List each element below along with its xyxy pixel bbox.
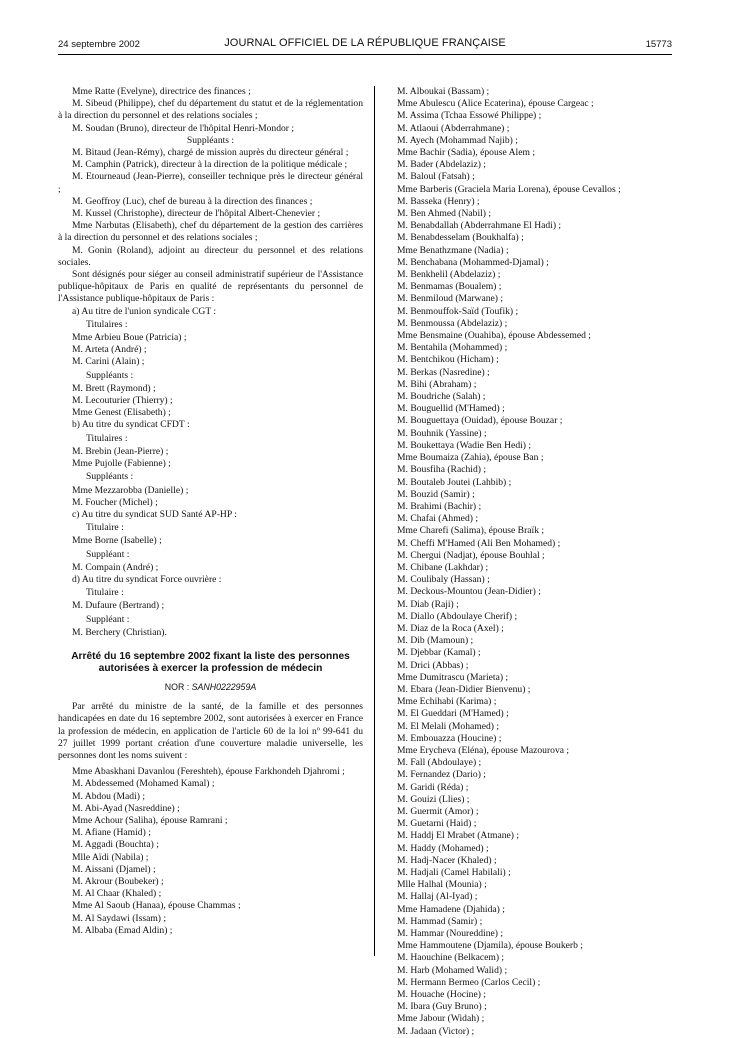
- name-list-item: M. Atlaoui (Abderrahmane) ;: [397, 122, 510, 134]
- name-list-item: Mlle Aïdi (Nabila) ;: [72, 851, 149, 863]
- name-list-item: M. Baloul (Fatsah) ;: [397, 171, 475, 183]
- name-list-item: M. Aggadi (Bouchta) ;: [72, 839, 159, 851]
- text-paragraph: M. Compain (André) ;: [72, 561, 159, 573]
- text-paragraph: M. Foucher (Michel) ;: [72, 496, 158, 508]
- name-list-item: Mme Boumaiza (Zahia), épouse Ban ;: [397, 452, 544, 464]
- name-list-item: M. Abi-Ayad (Nasreddine) ;: [72, 802, 180, 814]
- name-list-item: Mme Al Saoub (Hanaa), épouse Chammas ;: [72, 900, 241, 912]
- authorized-names-list-right: [383, 86, 683, 1038]
- name-list-item: Mme Bachir (Sadia), épouse Alem ;: [397, 147, 536, 159]
- text-paragraph: a) Au titre de l'union syndicale CGT :: [72, 305, 217, 317]
- name-list-item: M. Ben Ahmed (Nabil) ;: [397, 208, 492, 220]
- name-list-item: M. Benmiloud (Marwane) ;: [397, 293, 504, 305]
- name-list-item: M. Ayech (Mohammad Najib) ;: [397, 134, 518, 146]
- subheading: Titulaire :: [86, 522, 124, 534]
- name-list-item: M. Chergui (Nadjat), épouse Bouhlal ;: [397, 549, 545, 561]
- name-list-item: Mme Hamadene (Djahida) ;: [397, 903, 505, 915]
- name-list-item: M. Haddy (Mohamed) ;: [397, 842, 489, 854]
- name-list-item: M. Houache (Hocine) ;: [397, 989, 486, 1001]
- text-paragraph: Mme Mezzarobba (Danielle) ;: [72, 484, 189, 496]
- text-paragraph: d) Au titre du syndicat Force ouvrière :: [72, 573, 222, 585]
- name-list-item: M. Diab (Raji) ;: [397, 598, 459, 610]
- subheading: Titulaires :: [86, 432, 128, 444]
- text-paragraph: M. Camphin (Patrick), directeur à la direction de la politique médicale ;: [72, 159, 348, 171]
- name-list-item: Mme Erycheva (Eléna), épouse Mazourova ;: [397, 744, 570, 756]
- name-list-item: M. Deckous-Mountou (Jean-Didier) ;: [397, 586, 541, 598]
- subheading: Suppléants :: [186, 134, 235, 146]
- text-paragraph: c) Au titre du syndicat SUD Santé AP-HP :: [72, 508, 237, 520]
- name-list-item: M. Gouizi (Llies) ;: [397, 793, 470, 805]
- subheading: Suppléant :: [86, 613, 130, 625]
- issue-date: 24 septembre 2002: [58, 39, 140, 50]
- name-list-item: M. Guetarni (Haid) ;: [397, 818, 477, 830]
- name-list-item: M. Benmamas (Boualem) ;: [397, 281, 502, 293]
- name-list-item: M. Bihi (Abraham) ;: [397, 378, 477, 390]
- name-list-item: M. Dib (Mamoun) ;: [397, 635, 474, 647]
- name-list-item: M. Boukettaya (Wadie Ben Hedi) ;: [397, 439, 532, 451]
- name-list-item: M. Albaba (Emad Aldin) ;: [72, 924, 173, 936]
- name-list-item: Mme Bensmaine (Ouahiba), épouse Abdessemed ;: [397, 330, 591, 342]
- name-list-item: M. Benchabana (Mohammed-Djamal) ;: [397, 256, 549, 268]
- text-paragraph: M. Kussel (Christophe), directeur de l'hôpital Albert-Chenevier ;: [72, 208, 321, 220]
- name-list-item: M. Assima (Tchaa Essowé Philippe) ;: [397, 110, 542, 122]
- page-header: [58, 36, 672, 55]
- text-paragraph: M. Brebin (Jean-Pierre) ;: [72, 445, 169, 457]
- name-list-item: M. Berkas (Nasredine) ;: [397, 366, 490, 378]
- name-list-item: M. Benabdallah (Abderrahmane El Hadi) ;: [397, 220, 562, 232]
- text-paragraph: Mme Borne (Isabelle) ;: [72, 535, 162, 547]
- page-number: 15773: [645, 39, 672, 50]
- name-list-item: M. Jadaan (Victor) ;: [397, 1025, 475, 1037]
- journal-title: JOURNAL OFFICIEL DE LA RÉPUBLIQUE FRANÇAISE: [224, 37, 506, 49]
- text-paragraph: M. Brett (Raymond) ;: [72, 382, 156, 394]
- name-list-item: M. Chibane (Lakhdar) ;: [397, 561, 489, 573]
- name-list-item: M. Bouzid (Samir) ;: [397, 488, 475, 500]
- text-paragraph: M. Sibeud (Philippe), chef du département du statut et de la réglementation à la direction du personnel et des relations sociales ;: [58, 98, 363, 122]
- subheading: Suppléants :: [86, 369, 134, 381]
- authorized-names-list-left: [58, 766, 363, 937]
- text-paragraph: M. Gonin (Roland), adjoint au directeur du personnel et des relations sociales.: [58, 244, 363, 268]
- text-paragraph: M. Carini (Alain) ;: [72, 356, 145, 368]
- name-list-item: M. Benmouffok-Saïd (Toufik) ;: [397, 305, 519, 317]
- name-list-item: M. Bousfiha (Rachid) ;: [397, 464, 486, 476]
- right-column: [383, 86, 683, 1038]
- name-list-item: Mme Dumitrascu (Marieta) ;: [397, 671, 509, 683]
- name-list-item: M. Bouguellid (M'Hamed) ;: [397, 403, 505, 415]
- name-list-item: M. Basseka (Henry) ;: [397, 195, 480, 207]
- nor-code: SANH0222959A: [191, 681, 257, 692]
- name-list-item: M. Bouhnik (Yassine) ;: [397, 427, 487, 439]
- name-list-item: M. Bader (Abdelaziz) ;: [397, 159, 486, 171]
- name-list-item: M. Boudriche (Salah) ;: [397, 391, 486, 403]
- name-list-item: M. Fernandez (Dario) ;: [397, 769, 486, 781]
- name-list-item: Mme Charefi (Salima), épouse Braïk ;: [397, 525, 545, 537]
- name-list-item: M. Embouazza (Houcine) ;: [397, 732, 502, 744]
- subheading: Titulaires :: [86, 318, 128, 330]
- nor-reference: [58, 681, 363, 693]
- name-list-item: Mme Hammoutene (Djamila), épouse Boukerb ;: [397, 940, 583, 952]
- text-paragraph: M. Soudan (Bruno), directeur de l'hôpital Henri-Mondor ;: [72, 122, 295, 134]
- name-list-item: M. Brahimi (Bachir) ;: [397, 500, 482, 512]
- name-list-item: M. El Melali (Mohamed) ;: [397, 720, 500, 732]
- name-list-item: M. Aissani (Djamel) ;: [72, 863, 156, 875]
- name-list-item: M. Djebbar (Kamal) ;: [397, 647, 481, 659]
- text-paragraph: Mme Ratte (Evelyne), directrice des finances ;: [72, 86, 251, 97]
- left-column: [58, 86, 363, 937]
- subheading: Suppléants :: [86, 471, 134, 483]
- name-list-item: M. Alboukai (Bassam) ;: [397, 86, 490, 97]
- name-list-item: M. Diaz de la Roca (Axel) ;: [397, 622, 504, 634]
- name-list-item: M. Fall (Abdoulaye) ;: [397, 757, 482, 769]
- text-paragraph: M. Bitaud (Jean-Rémy), chargé de mission auprès du directeur général ;: [72, 147, 349, 159]
- name-list-item: Mme Jabour (Widah) ;: [397, 1013, 485, 1025]
- name-list-item: M. Guermit (Amor) ;: [397, 805, 479, 817]
- name-list-item: M. Benabdesselam (Boukhalfa) ;: [397, 232, 524, 244]
- name-list-item: Mlle Halhal (Mounia) ;: [397, 879, 487, 891]
- text-paragraph: Mme Genest (Elisabeth) ;: [72, 407, 171, 419]
- name-list-item: M. Bouguettaya (Ouidad), épouse Bouzar ;: [397, 415, 563, 427]
- name-list-item: M. Haddj El Mrabet (Atmane) ;: [397, 830, 520, 842]
- name-list-item: M. Garidi (Réda) ;: [397, 781, 469, 793]
- name-list-item: M. Ibara (Guy Bruno) ;: [397, 1001, 487, 1013]
- name-list-item: M. Hadjali (Camel Habilali) ;: [397, 867, 511, 878]
- name-list-item: M. Bentahila (Mohammed) ;: [397, 342, 508, 354]
- name-list-item: Mme Barberis (Graciela Maria Lorena), épouse Cevallos ;: [397, 183, 621, 195]
- name-list-item: M. Hadj-Nacer (Khaled) ;: [397, 854, 497, 866]
- name-list-item: Mme Abulescu (Alice Ecaterina), épouse Cargeac ;: [397, 98, 594, 110]
- name-list-item: M. Hammar (Noureddine) ;: [397, 928, 504, 940]
- text-paragraph: Sont désignés pour siéger au conseil administratif supérieur de l'Assistance publique-hôpitaux de Paris en qualité de représentants du personnel de l'Assistance publique-hôpitaux de Paris :: [58, 269, 363, 305]
- text-paragraph: M. Etourneaud (Jean-Pierre), conseiller technique près le directeur général ;: [58, 171, 363, 195]
- text-paragraph: M. Berchery (Christian).: [72, 626, 167, 638]
- name-list-item: M. Abdessemed (Mohamed Kamal) ;: [72, 778, 215, 790]
- column-divider: [374, 86, 375, 956]
- name-list-item: M. Drici (Abbas) ;: [397, 659, 469, 671]
- name-list-item: M. Hallaj (Al-Iyad) ;: [397, 891, 478, 903]
- name-list-item: M. Harb (Mohamed Walid) ;: [397, 964, 508, 976]
- decree-intro: Par arrêté du ministre de la santé, de la famille et des personnes handicapées en date du 16 septembre 2002, sont autorisées à exercer en France la profession de médecin, en application de l'article 60 de la loi nº 99-641 du 27 juillet 1999 portant création d'une couverture maladie universelle, les personnes dont les noms suivent :: [58, 701, 363, 761]
- name-list-item: Mme Benathzmane (Nadia) ;: [397, 244, 509, 256]
- name-list-item: M. Benmoussa (Abdelaziz) ;: [397, 317, 508, 329]
- name-list-item: M. Boutaleb Joutei (Lahbib) ;: [397, 476, 512, 488]
- subheading: Titulaire :: [86, 587, 124, 599]
- name-list-item: M. Ebara (Jean-Didier Bienvenu) ;: [397, 683, 531, 695]
- name-list-item: M. Al Saydawi (Issam) ;: [72, 912, 167, 924]
- name-list-item: M. Abdou (Madi) ;: [72, 790, 146, 802]
- text-paragraph: M. Dufaure (Bertrand) ;: [72, 600, 165, 612]
- name-list-item: M. Bentchikou (Hicham) ;: [397, 354, 499, 366]
- name-list-item: M. Chafai (Ahmed) ;: [397, 513, 478, 525]
- name-list-item: M. Diallo (Abdoulaye Cherif) ;: [397, 610, 518, 622]
- name-list-item: M. Afiane (Hamid) ;: [72, 827, 151, 839]
- text-paragraph: Mme Arbieu Boue (Patricia) ;: [72, 332, 187, 344]
- name-list-item: M. Akrour (Boubeker) ;: [72, 875, 164, 887]
- name-list-item: M. Haouchine (Belkacem) ;: [397, 952, 505, 964]
- nor-label: NOR :: [164, 681, 190, 692]
- name-list-item: Mme Abaskhani Davanlou (Fereshteh), épouse Farkhondeh Djahromi ;: [72, 766, 345, 778]
- decree-title: Arrêté du 16 septembre 2002 fixant la liste des personnes autorisées à exercer la profession de médecin: [71, 650, 350, 675]
- text-paragraph: M. Lecouturier (Thierry) ;: [72, 395, 173, 407]
- name-list-item: M. El Gueddari (M'Hamed) ;: [397, 708, 509, 720]
- text-paragraph: Mme Pujolle (Fabienne) ;: [72, 458, 171, 470]
- name-list-item: M. Benkhelil (Abdelaziz) ;: [397, 269, 501, 281]
- name-list-item: M. Al Chaar (Khaled) ;: [72, 888, 162, 900]
- name-list-item: M. Hermann Bermeo (Carlos Cecil) ;: [397, 976, 541, 988]
- text-paragraph: b) Au titre du syndicat CFDT :: [72, 419, 190, 431]
- subheading: Suppléant :: [86, 548, 130, 560]
- text-paragraph: M. Geoffroy (Luc), chef de bureau à la direction des finances ;: [72, 195, 313, 207]
- name-list-item: M. Coulibaly (Hassan) ;: [397, 574, 490, 586]
- name-list-item: M. Hammad (Samir) ;: [397, 915, 483, 927]
- name-list-item: Mme Echihabi (Karima) ;: [397, 696, 497, 708]
- appointments-section: [58, 86, 363, 639]
- name-list-item: M. Cheffi M'Hamed (Ali Ben Mohamed) ;: [397, 537, 561, 549]
- text-paragraph: Mme Narbutas (Elisabeth), chef du département de la gestion des carrières à la direction du personnel et des relations sociales ;: [58, 220, 363, 244]
- text-paragraph: M. Arteta (André) ;: [72, 344, 147, 356]
- name-list-item: Mme Achour (Saliha), épouse Ramrani ;: [72, 814, 228, 826]
